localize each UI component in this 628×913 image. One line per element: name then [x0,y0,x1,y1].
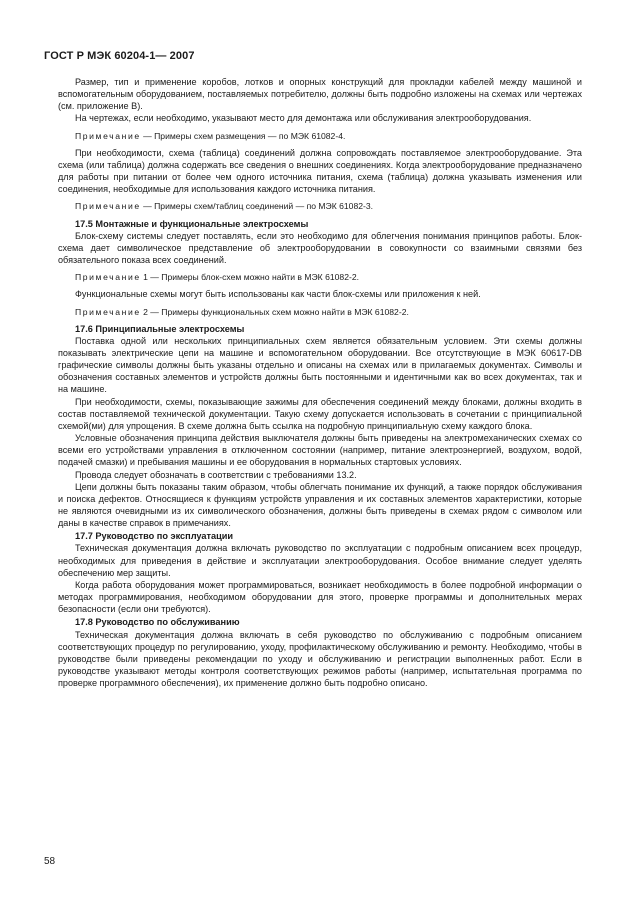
note-text: 1 — Примеры блок-схем можно найти в МЭК 61082-2. [140,272,360,283]
paragraph: Функциональные схемы могут быть использованы как части блок-схемы или приложения к ней. [75,289,481,300]
note-label: Примечание [75,201,141,212]
note [58,271,582,283]
paragraph: На чертежах, если необходимо, указывают место для демонтажа или обслуживания электрооборудования. [75,113,532,124]
note-label: Примечание [75,130,141,141]
document-header: ГОСТ Р МЭК 60204-1— 2007 [44,50,195,62]
paragraph: При необходимости, схемы, показывающие зажимы для обеспечения соединений между блоками, должны входить в состав поставляемой технической документации. Такую схему допускается использовать в сочетании с принципиальной схемой(ми) для упрощения. В схеме должна быть ссылка на подробную принципиальную схему каждого блока. [58,396,582,431]
note-text: 2 — Примеры функциональных схем можно найти в МЭК 61082-2. [140,306,409,317]
paragraph: Поставка одной или нескольких принципиальных схем является обязательным условием. Эти схемы должны показывать электрические цепи на машине и вспомогательном оборудовании. Все отсутствующие в МЭК 60617-DB графические символы должны быть указаны отдельно и описаны на схемах или в прилагаемых документах. Символы и обозначения составных элементов и устройств должны быть постоянными и идентичными как во всех документах, так и на машине. [58,335,582,395]
note-text: — Примеры схем размещения — по МЭК 61082-4. [140,130,346,141]
note-label: Примечание [75,272,141,283]
note [58,200,582,212]
note [58,306,582,318]
paragraph: При необходимости, схема (таблица) соединений должна сопровождать поставляемое электрооборудование. Эта схема (или таблица) должна содержать все сведения о внешних соединениях. Когда электрооборудование предназначено для работы при питании от более чем одного источника питания, схема (таблица) должна указывать изменения или соединения, необходимые для использования каждого источника питания. [58,147,582,195]
paragraph: Провода следует обозначать в соответствии с требованиями 13.2. [75,469,357,480]
note [58,130,582,142]
note-label: Примечание [75,306,141,317]
note-text: — Примеры схем/таблиц соединений — по МЭК 61082-3. [140,201,374,212]
paragraph: Блок-схему системы следует поставлять, если это необходимо для облегчения понимания принципов работы. Блок-схема дает символическое представление об электрооборудовании в совокупности со взаимными связями без обязательного показа всех соединений. [58,230,582,266]
section-heading: 17.5 Монтажные и функциональные электросхемы [75,218,309,229]
page-number: 58 [44,856,56,867]
section-heading: 17.8 Руководство по обслуживанию [75,617,240,628]
paragraph: Техническая документация должна включать руководство по эксплуатации с подробным описанием всех процедур, необходимых для приведения в действие и эксплуатации электрооборудования. Особое внимание следует уделять обеспечению мер защиты. [58,543,582,578]
paragraph: Цепи должны быть показаны таким образом, чтобы облегчать понимание их функций, а также порядок обслуживания и поиска дефектов. Относящиеся к функциям устройств управления и их составных элементов характеристики, которые не являются очевидными из их символического обозначения, должны быть приведены в схемах рядом с символом или даны в качестве справок в примечаниях. [58,481,582,529]
section-heading: 17.7 Руководство по эксплуатации [75,531,234,542]
paragraph: Техническая документация должна включать в себя руководство по обслуживанию с подробным описанием соответствующих процедур по регулированию, уходу, профилактическому обслуживанию и ремонту. Необходимо, чтобы в руководстве были приведены рекомендации по уходу и обслуживанию и регистрации выполненных работ. Если в руководстве указывают методы контроля соответствующих режимов работы (например, испытательная программа по проверке программного обеспечения), их применение должно быть подробно описано. [58,629,582,689]
paragraph: Когда работа оборудования может программироваться, возникает необходимость в более подробной информации о методах программирования, необходимом оборудовании для этого, проверке программы и дополнительных мерах безопасности (если они требуются). [58,579,582,615]
paragraph: Условные обозначения принципа действия выключателя должны быть приведены на электромеханических схемах со всеми его устройствами управления в отключенном состоянии (например, питание электроэнергией, воздухом, водой, подачей смазки) и пребывания машины и ее оборудования в нормальных стартовых условиях. [58,433,582,468]
document-body [58,76,582,689]
paragraph: Размер, тип и применение коробов, лотков и опорных конструкций для прокладки кабелей между машиной и вспомогательным оборудованием, поставляемых потребителю, должны быть подробно изложены на схемах или чертежах (см. приложение В). [58,77,582,112]
section-heading: 17.6 Принципиальные электросхемы [75,323,245,334]
